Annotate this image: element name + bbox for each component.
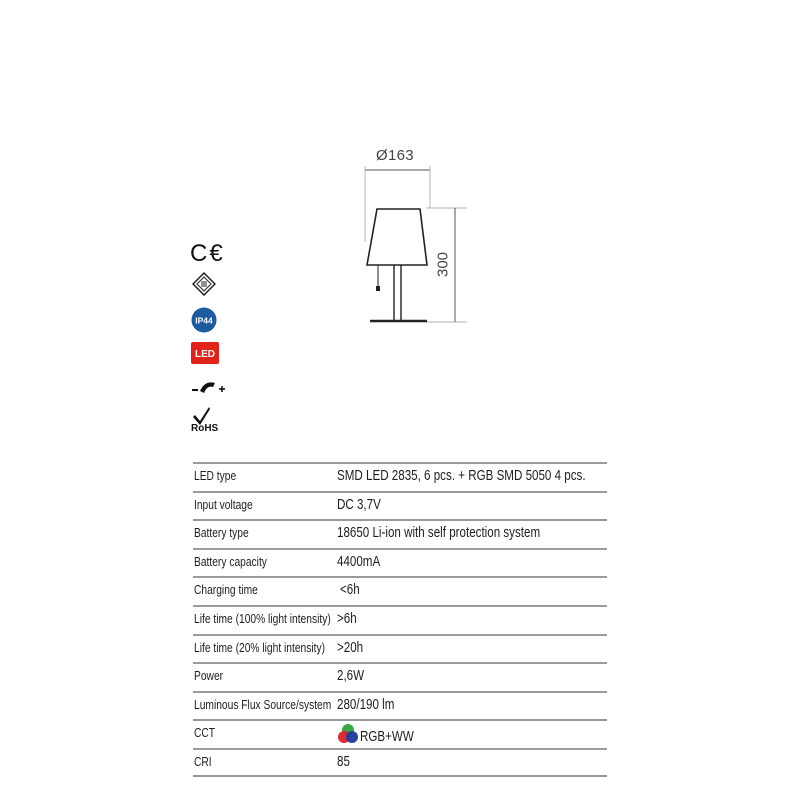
- svg-text:RoHS: RoHS: [191, 423, 219, 433]
- dimmable-icon: [191, 378, 227, 403]
- spec-row-battery-type: [193, 519, 607, 548]
- spec-value: 280/190 lm: [337, 696, 395, 713]
- spec-label: CCT: [194, 726, 216, 741]
- spec-row-cri: [193, 748, 607, 777]
- spec-value: RGB+WW: [360, 729, 414, 746]
- spec-label: Battery capacity: [194, 554, 267, 569]
- spec-value: DC 3,7V: [337, 496, 381, 513]
- spec-row-power: [193, 662, 607, 691]
- spec-label: Life time (100% light intensity): [194, 611, 331, 626]
- svg-text:C€: C€: [190, 240, 225, 264]
- spec-value: SMD LED 2835, 6 pcs. + RGB SMD 5050 4 pcs.: [337, 468, 586, 484]
- lamp-drawing: [350, 140, 480, 330]
- spec-row-input-voltage: [193, 491, 607, 520]
- spec-label: Battery type: [194, 526, 249, 541]
- spec-label: Power: [194, 669, 224, 684]
- class-iii-icon: [192, 272, 216, 301]
- spec-row-cct: [193, 719, 607, 748]
- spec-value: 85: [337, 753, 350, 770]
- spec-row-life-time-20: [193, 634, 607, 663]
- ip44-icon: [191, 307, 217, 338]
- spec-row-battery-capacity: [193, 548, 607, 577]
- rohs-icon: [190, 405, 226, 438]
- lamp-outline-icon: [350, 140, 480, 330]
- spec-table: [193, 462, 607, 777]
- spec-value: 18650 Li-ion with self protection system: [337, 525, 541, 542]
- rgb-circles-icon: [337, 723, 359, 745]
- spec-label: LED type: [194, 469, 237, 483]
- spec-label: Input voltage: [194, 497, 253, 512]
- spec-value: >6h: [337, 610, 357, 627]
- spec-value: 4400mA: [337, 553, 381, 570]
- svg-text:IP44: IP44: [195, 315, 213, 326]
- spec-label: Charging time: [194, 583, 258, 598]
- spec-label: Life time (20% light intensity): [194, 640, 326, 655]
- spec-row-life-time-100: [193, 605, 607, 634]
- cct-value: [337, 723, 427, 745]
- spec-value: <6h: [340, 582, 360, 599]
- spec-value: >20h: [337, 639, 364, 656]
- spec-row-charging-time: [193, 576, 607, 605]
- spec-row-luminous-flux: [193, 691, 607, 720]
- svg-text:LED: LED: [195, 349, 215, 360]
- height-label: 300: [434, 251, 452, 278]
- spec-value: 2,6W: [337, 668, 365, 685]
- led-icon: [191, 342, 219, 369]
- spec-label: CRI: [194, 754, 212, 769]
- ce-mark-icon: [190, 240, 228, 269]
- spec-row-led-type: [193, 462, 607, 491]
- diameter-label: Ø163: [376, 147, 414, 164]
- spec-label: Luminous Flux Source/system: [194, 697, 332, 712]
